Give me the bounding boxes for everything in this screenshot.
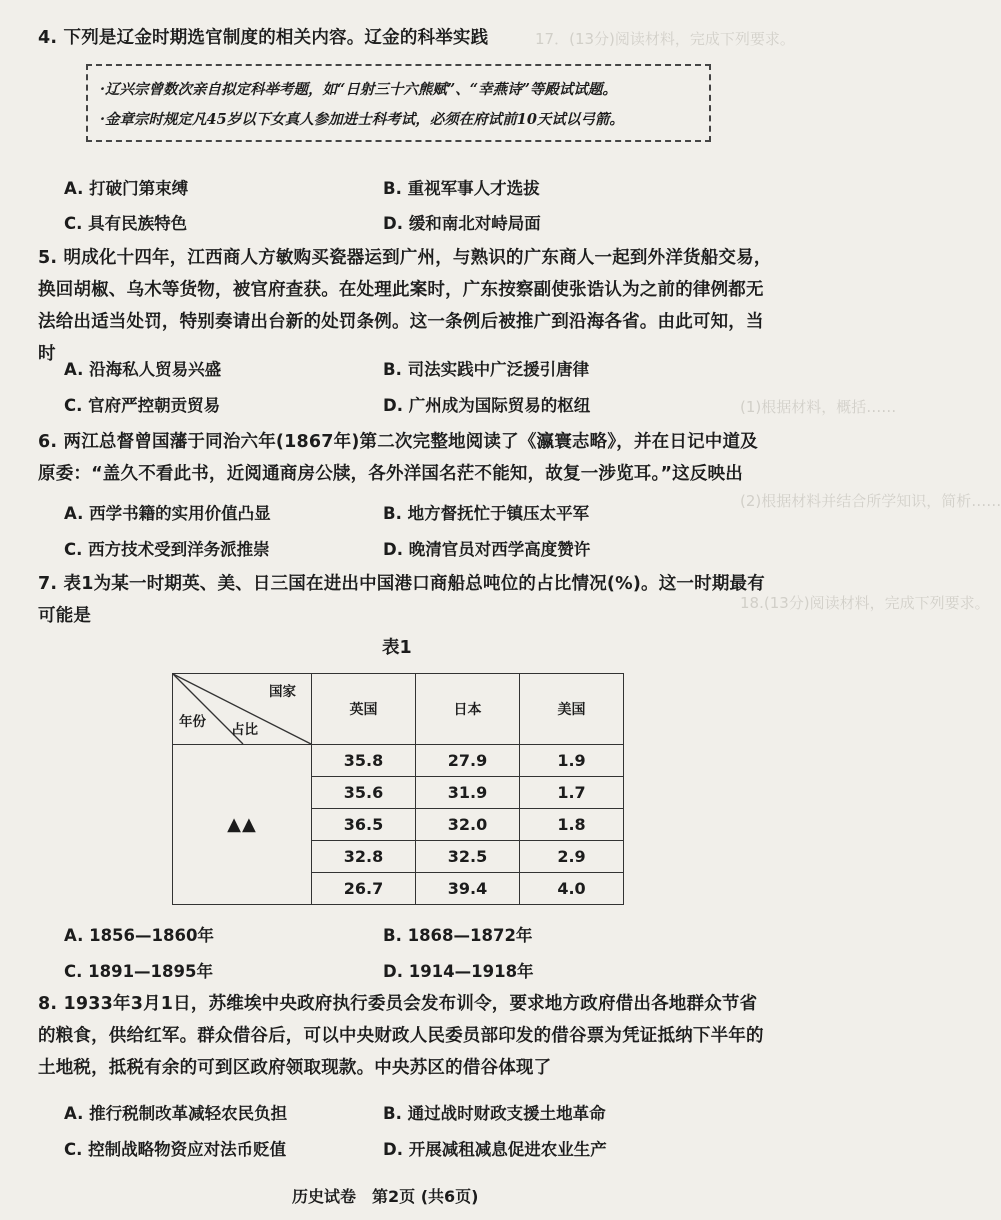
q6-option-d: D. 晚清官员对西学高度赞许 [383,540,591,559]
table-cell: 32.0 [416,809,520,841]
table-corner-cell [173,674,312,745]
bleed-text: (2)根据材料并结合所学知识，简析…… [740,492,1001,510]
bleed-text: (1)根据材料，概括…… [740,398,897,416]
q7-option-b: B. 1868—1872年 [383,926,533,945]
table-cell: 27.9 [416,745,520,777]
q5-option-d: D. 广州成为国际贸易的枢纽 [383,396,591,415]
table-cell: 26.7 [312,873,416,905]
table-cell: 36.5 [312,809,416,841]
table-cell: 32.8 [312,841,416,873]
q6-stem: 6. 两江总督曾国藩于同治六年(1867年)第二次完整地阅读了《瀛寰志略》，并在日记中道及原委：“盖久不看此书，近阅通商房公牍，各外洋国名茫不能知，故复一涉览耳。”这反映出 [38,432,758,484]
q4-option-d: D. 缓和南北对峙局面 [383,214,541,233]
q7-stem: 7. 表1为某一时期英、美、日三国在进出中国港口商船总吨位的占比情况(%)。这一时期最有可能是 [38,574,765,626]
column-header: 美国 [520,674,624,745]
table-cell: 1.9 [520,745,624,777]
table-title: 表1 [382,638,412,658]
table-header-row [173,674,624,745]
q4-stem: 4. 下列是辽金时期选官制度的相关内容。辽金的科举实践 [38,28,489,48]
q7-option-c: C. 1891—1895年 [64,962,213,981]
data-table [172,673,624,905]
corner-label-country: 国家 [269,684,296,700]
q8-option-c: C. 控制战略物资应对法币贬值 [64,1140,287,1159]
q6-option-a: A. 西学书籍的实用价值凸显 [64,504,271,523]
table-cell: 2.9 [520,841,624,873]
q8-stem: 8. 1933年3月1日，苏维埃中央政府执行委员会发布训令，要求地方政府借出各地群众节省的粮食，供给红军。群众借谷后，可以中央财政人民委员部印发的借谷票为凭证抵纳下半年的土地税，抵税有余的可到区政府领取现款。中央苏区的借谷体现了 [38,994,764,1078]
q8-option-a: A. 推行税制改革减轻农民负担 [64,1104,288,1123]
q5-option-a: A. 沿海私人贸易兴盛 [64,360,222,379]
row-label-placeholder: ▲▲ [173,745,312,905]
q4-material-line: ·辽兴宗曾数次亲自拟定科举考题，如“日射三十六熊赋”、“幸燕诗”等殿试试题。 [100,81,617,98]
table-cell: 35.6 [312,777,416,809]
q8-option-d: D. 开展减租减息促进农业生产 [383,1140,607,1159]
corner-label-ratio: 占比 [231,722,258,738]
q5-stem: 5. 明成化十四年，江西商人方敏购买瓷器运到广州，与熟识的广东商人一起到外洋货船交易，换回胡椒、乌木等货物，被官府查获。在处理此案时，广东按察副使张诰认为之前的律例都无法给出适当处罚，特别奏请出台新的处罚条例。这一条例后被推广到沿海各省。由此可知，当时 [38,248,772,364]
table-cell: 1.8 [520,809,624,841]
q7-option-d: D. 1914—1918年 [383,962,534,981]
table-cell: 39.4 [416,873,520,905]
q5-option-c: C. 官府严控朝贡贸易 [64,396,221,415]
table-cell: 35.8 [312,745,416,777]
table-row [173,745,624,777]
table-cell: 4.0 [520,873,624,905]
q6-option-b: B. 地方督抚忙于镇压太平军 [383,504,590,523]
q4-material-box [86,64,711,142]
column-header: 日本 [416,674,520,745]
bleed-text: 17．(13分)阅读材料，完成下列要求。 [535,30,795,48]
q6-option-c: C. 西方技术受到洋务派推崇 [64,540,270,559]
bleed-text: 18.(13分)阅读材料，完成下列要求。 [740,594,990,612]
corner-label-year: 年份 [179,714,206,730]
table-cell: 31.9 [416,777,520,809]
q8-option-b: B. 通过战时财政支援土地革命 [383,1104,606,1123]
table-cell: 1.7 [520,777,624,809]
column-header: 英国 [312,674,416,745]
q5-option-b: B. 司法实践中广泛援引唐律 [383,360,590,379]
q4-option-a: A. 打破门第束缚 [64,179,189,198]
page-footer: 历史试卷 第2页 (共6页) [292,1187,479,1206]
table-cell: 32.5 [416,841,520,873]
q4-option-c: C. 具有民族特色 [64,214,188,233]
q7-option-a: A. 1856—1860年 [64,926,214,945]
q4-material-line: ·金章宗时规定凡45岁以下女真人参加进士科考试，必须在府试前10天试以弓箭。 [100,111,624,128]
q4-option-b: B. 重视军事人才选拔 [383,179,540,198]
